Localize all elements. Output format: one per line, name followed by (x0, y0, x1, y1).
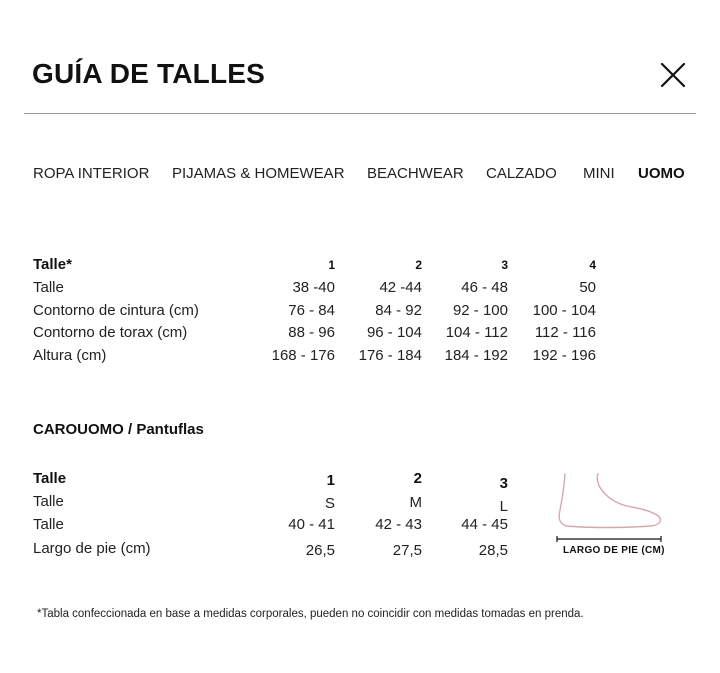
page-title: GUÍA DE TALLES (32, 58, 266, 89)
row-label: Contorno de torax (cm) (33, 324, 188, 341)
table-header-row (0, 256, 720, 278)
table-cell: 168 - 176 (271, 347, 335, 364)
table-header-cell: 1 (326, 472, 335, 489)
category-tabs (0, 160, 720, 190)
table-header-cell: 1 (328, 258, 335, 272)
table-cell: 100 - 104 (532, 302, 596, 319)
table-row (0, 324, 720, 346)
table-cell: 96 - 104 (366, 324, 422, 341)
modal-header (0, 0, 720, 114)
section-title: CAROUOMO / Pantuflas (33, 421, 204, 438)
header-divider (24, 113, 696, 114)
table-cell: 92 - 100 (452, 302, 508, 319)
row-label: Talle (33, 279, 64, 296)
table-cell: S (324, 495, 335, 512)
table-cell: M (409, 494, 422, 511)
table-cell: 176 - 184 (358, 347, 422, 364)
table-header-cell: 3 (499, 475, 508, 492)
table-header-cell: 2 (413, 470, 422, 487)
table-row (0, 279, 720, 301)
row-label: Contorno de cintura (cm) (33, 302, 199, 319)
row-label: Talle (33, 516, 64, 533)
table-cell: L (499, 498, 508, 515)
table-cell: 38 -40 (292, 279, 335, 296)
table-cell: 26,5 (305, 542, 335, 559)
table-header-cell: 4 (589, 258, 596, 272)
table-cell: 42 - 43 (375, 516, 422, 533)
row-label: Talle (33, 493, 64, 510)
footnote: *Tabla confeccionada en base a medidas corporales, pueden no coincidir con medidas tomadas en prenda. (37, 608, 584, 620)
table-header-label: Talle* (33, 256, 72, 273)
row-label: Largo de pie (cm) (33, 540, 151, 557)
tab-uomo[interactable]: UOMO (638, 165, 685, 182)
tab-calzado[interactable]: CALZADO (486, 165, 557, 182)
tab-mini[interactable]: MINI (583, 165, 615, 182)
foot-outline-icon (553, 470, 665, 532)
table-header-cell: 2 (415, 258, 422, 272)
table-cell: 104 - 112 (445, 324, 508, 341)
table-cell: 42 -44 (379, 279, 422, 296)
tab-beachwear[interactable]: BEACHWEAR (367, 165, 464, 182)
table-cell: 28,5 (478, 542, 508, 559)
close-button[interactable] (656, 58, 690, 92)
row-label: Altura (cm) (33, 347, 107, 364)
tab-ropa-interior[interactable]: ROPA INTERIOR (33, 165, 150, 182)
tab-pijamas-homewear[interactable]: PIJAMAS & HOMEWEAR (172, 165, 345, 182)
table-header-cell: 3 (501, 258, 508, 272)
table-cell: 88 - 96 (288, 324, 335, 341)
table-cell: 184 - 192 (444, 347, 508, 364)
table-cell: 50 (579, 279, 596, 296)
table-row (0, 302, 720, 324)
table-cell: 46 - 48 (461, 279, 508, 296)
table-cell: 112 - 116 (534, 324, 596, 341)
foot-length-scale-icon (556, 536, 662, 542)
table-cell: 44 - 45 (461, 516, 508, 533)
table-row (0, 347, 720, 369)
table-cell: 40 - 41 (288, 516, 335, 533)
table-cell: 84 - 92 (375, 302, 422, 319)
table-cell: 192 - 196 (532, 347, 596, 364)
table-header-label: Talle (33, 470, 67, 487)
table-cell: 76 - 84 (288, 302, 335, 319)
table-cell: 27,5 (392, 542, 422, 559)
close-icon[interactable] (656, 58, 690, 92)
foot-length-caption: LARGO DE PIE (CM) (563, 545, 665, 556)
